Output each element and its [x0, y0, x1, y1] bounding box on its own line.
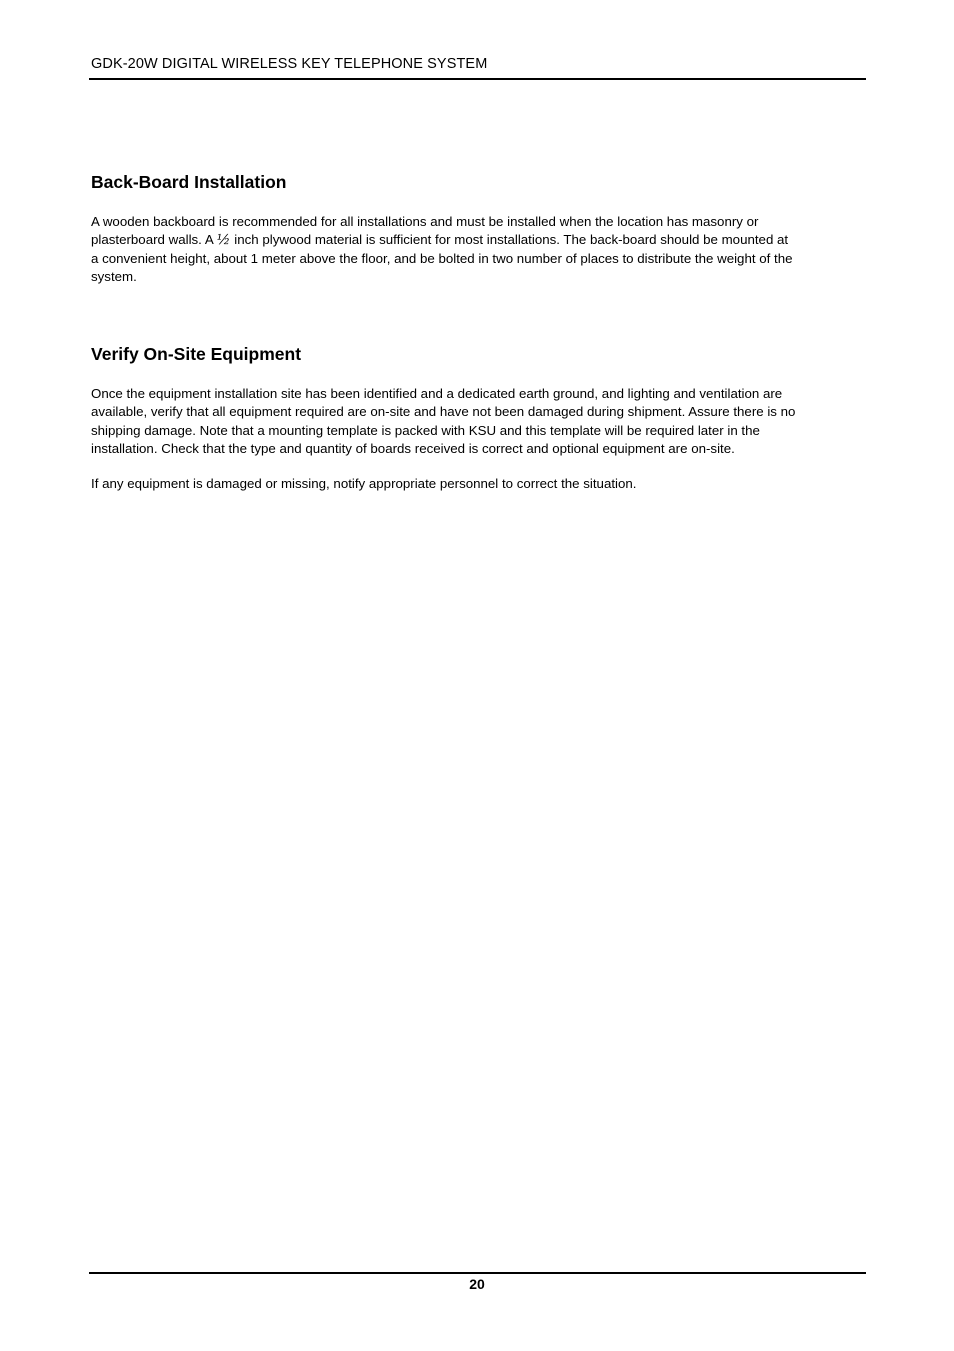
- footer-rule: [89, 1272, 866, 1274]
- line-text-before-fraction: plasterboard walls. A: [91, 232, 214, 248]
- page-header: [89, 56, 866, 80]
- paragraph-line: system.: [91, 269, 137, 285]
- paragraph-line: available, verify that all equipment required are on-site and have not been damaged during shipment. Assure there is no: [91, 404, 796, 420]
- paragraph-line: installation. Check that the type and quantity of boards received is correct and optional equipment are on-site.: [91, 441, 735, 457]
- section-heading-verify-on-site-equipment: Verify On-Site Equipment: [91, 344, 302, 364]
- paragraph-line: [91, 231, 859, 249]
- paragraph-line: a convenient height, about 1 meter above the floor, and be bolted in two number of places to distribute the weight of the: [91, 250, 793, 266]
- paragraph-line: If any equipment is damaged or missing, notify appropriate personnel to correct the situation.: [91, 476, 637, 491]
- paragraph-line: A wooden backboard is recommended for all installations and must be installed when the location has masonry or: [91, 214, 759, 229]
- paragraph-line: shipping damage. Note that a mounting template is packed with KSU and this template will be required later in the: [91, 422, 760, 438]
- line-text-after-fraction: inch plywood material is sufficient for most installations. The back-board should be mounted at: [234, 232, 789, 248]
- verify-equipment-paragraph: [91, 385, 859, 459]
- paragraph-line: Once the equipment installation site has been identified and a dedicated earth ground, and lighting and ventilation are: [91, 386, 783, 401]
- half-fraction-symbol: ½: [216, 232, 231, 249]
- back-board-paragraph: [91, 213, 859, 287]
- section-heading-back-board-installation: Back-Board Installation: [91, 172, 287, 192]
- damaged-equipment-paragraph: [91, 475, 859, 493]
- header-title: GDK-20W DIGITAL WIRELESS KEY TELEPHONE SYSTEM: [91, 56, 488, 72]
- page-number: 20: [469, 1276, 485, 1292]
